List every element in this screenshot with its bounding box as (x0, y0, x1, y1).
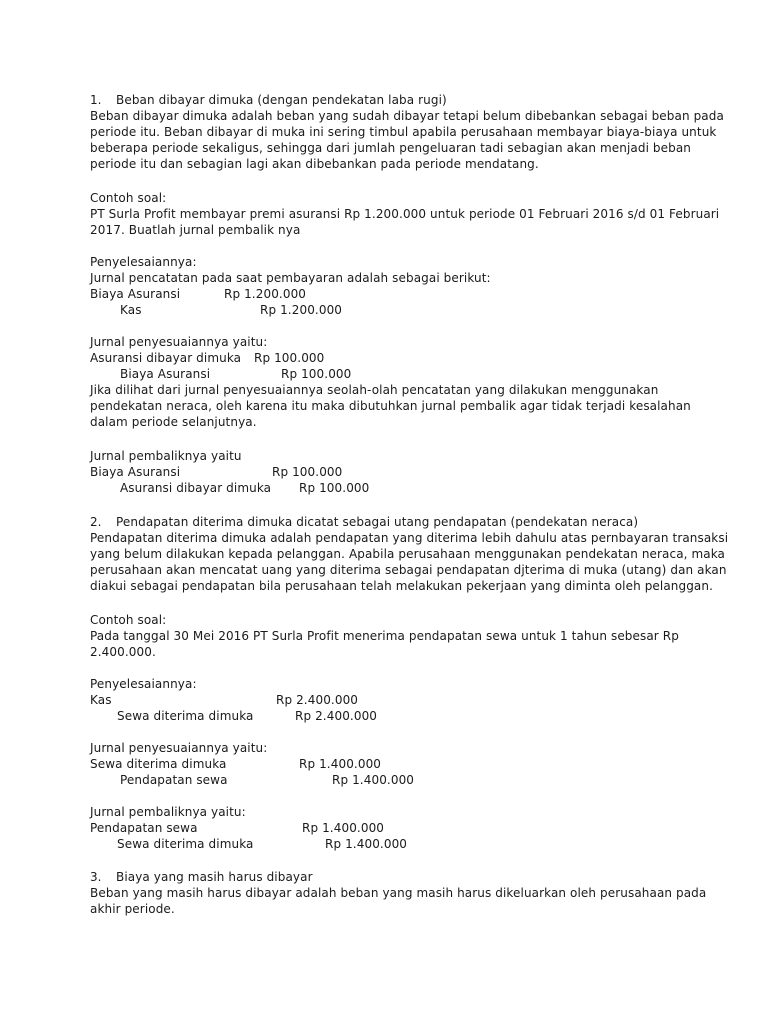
note-line: dalam periode selanjutnya. (90, 415, 257, 429)
credit-amount: Rp 1.200.000 (260, 303, 343, 317)
note-line: Jika dilihat dari jurnal penyesuaiannya seolah-olah pencatatan yang dilakukan menggunakan (90, 383, 659, 397)
section-2-heading: Pendapatan diterima dimuka dicatat sebagai utang pendapatan (pendekatan neraca) (116, 515, 639, 529)
solution-label: Penyelesaiannya: (90, 255, 197, 269)
paragraph-line: Beban yang masih harus dibayar adalah beban yang masih harus dikeluarkan oleh perusahaan pada (90, 886, 707, 900)
debit-amount: Rp 1.200.000 (224, 287, 307, 301)
credit-amount: Rp 100.000 (299, 481, 370, 495)
paragraph-line: periode itu dan sebagian lagi akan dibebankan pada periode mendatang. (90, 157, 539, 171)
section-3-heading: Biaya yang masih harus dibayar (116, 870, 313, 884)
journal-intro: Jurnal pencatatan pada saat pembayaran adalah sebagai berikut: (90, 271, 491, 285)
paragraph-line: diakui sebagai pendapatan bila perusahaan telah melakukan pekerjaan yang diminta oleh pelanggan. (90, 579, 713, 593)
section-1-heading: Beban dibayar dimuka (dengan pendekatan laba rugi) (116, 93, 447, 107)
credit-amount: Rp 2.400.000 (295, 709, 378, 723)
paragraph-line: akhir periode. (90, 902, 175, 916)
debit-account: Biaya Asuransi (90, 465, 181, 479)
credit-amount: Rp 1.400.000 (332, 773, 415, 787)
credit-account: Pendapatan sewa (120, 773, 228, 787)
paragraph-line: Beban dibayar dimuka adalah beban yang sudah dibayar tetapi belum dibebankan sebagai beban pada (90, 109, 724, 123)
credit-account: Sewa diterima dimuka (117, 837, 254, 851)
debit-amount: Rp 100.000 (254, 351, 325, 365)
example-label: Contoh soal: (90, 191, 167, 205)
section-3-number: 3. (90, 870, 102, 884)
section-1-number: 1. (90, 93, 102, 107)
debit-account: Kas (90, 693, 112, 707)
debit-account: Biaya Asuransi (90, 287, 181, 301)
debit-account: Asuransi dibayar dimuka (90, 351, 242, 365)
debit-account: Pendapatan sewa (90, 821, 198, 835)
credit-account: Kas (120, 303, 142, 317)
example-label: Contoh soal: (90, 613, 167, 627)
credit-amount: Rp 1.400.000 (325, 837, 408, 851)
journal-intro: Jurnal pembaliknya yaitu: (90, 805, 246, 819)
credit-account: Asuransi dibayar dimuka (120, 481, 272, 495)
example-line: Pada tanggal 30 Mei 2016 PT Surla Profit menerima pendapatan sewa untuk 1 tahun sebesar Rp (90, 629, 679, 643)
debit-amount: Rp 2.400.000 (276, 693, 359, 707)
debit-amount: Rp 100.000 (272, 465, 343, 479)
paragraph-line: beberapa periode sekaligus, sehingga dari jumlah pengeluaran tadi sebagian akan menjadi beban (90, 141, 691, 155)
journal-intro: Jurnal penyesuaiannya yaitu: (90, 741, 268, 755)
journal-intro: Jurnal pembaliknya yaitu (90, 449, 242, 463)
solution-label: Penyelesaiannya: (90, 677, 197, 691)
journal-intro: Jurnal penyesuaiannya yaitu: (90, 335, 268, 349)
debit-account: Sewa diterima dimuka (90, 757, 227, 771)
debit-amount: Rp 1.400.000 (302, 821, 385, 835)
section-2-number: 2. (90, 515, 102, 529)
credit-amount: Rp 100.000 (281, 367, 352, 381)
credit-account: Sewa diterima dimuka (117, 709, 254, 723)
example-line: 2017. Buatlah jurnal pembalik nya (90, 223, 301, 237)
example-line: 2.400.000. (90, 645, 156, 659)
paragraph-line: Pendapatan diterima dimuka adalah pendapatan yang diterima lebih dahulu atas pernbayaran transaksi (90, 531, 729, 545)
paragraph-line: perusahaan akan mencatat uang yang diterima sebagai pendapatan djterima di muka (utang) dan akan (90, 563, 727, 577)
debit-amount: Rp 1.400.000 (299, 757, 382, 771)
credit-account: Biaya Asuransi (120, 367, 211, 381)
paragraph-line: yang belum dilakukan kepada pelanggan. Apabila perusahaan menggunakan pendekatan neraca, maka (90, 547, 726, 561)
example-line: PT Surla Profit membayar premi asuransi Rp 1.200.000 untuk periode 01 Februari 2016 s/d 01 Februari (90, 207, 720, 221)
paragraph-line: periode itu. Beban dibayar di muka ini sering timbul apabila perusahaan membayar biaya-biaya untuk (90, 125, 717, 139)
note-line: pendekatan neraca, oleh karena itu maka dibutuhkan jurnal pembalik agar tidak terjadi kesalahan (90, 399, 691, 413)
